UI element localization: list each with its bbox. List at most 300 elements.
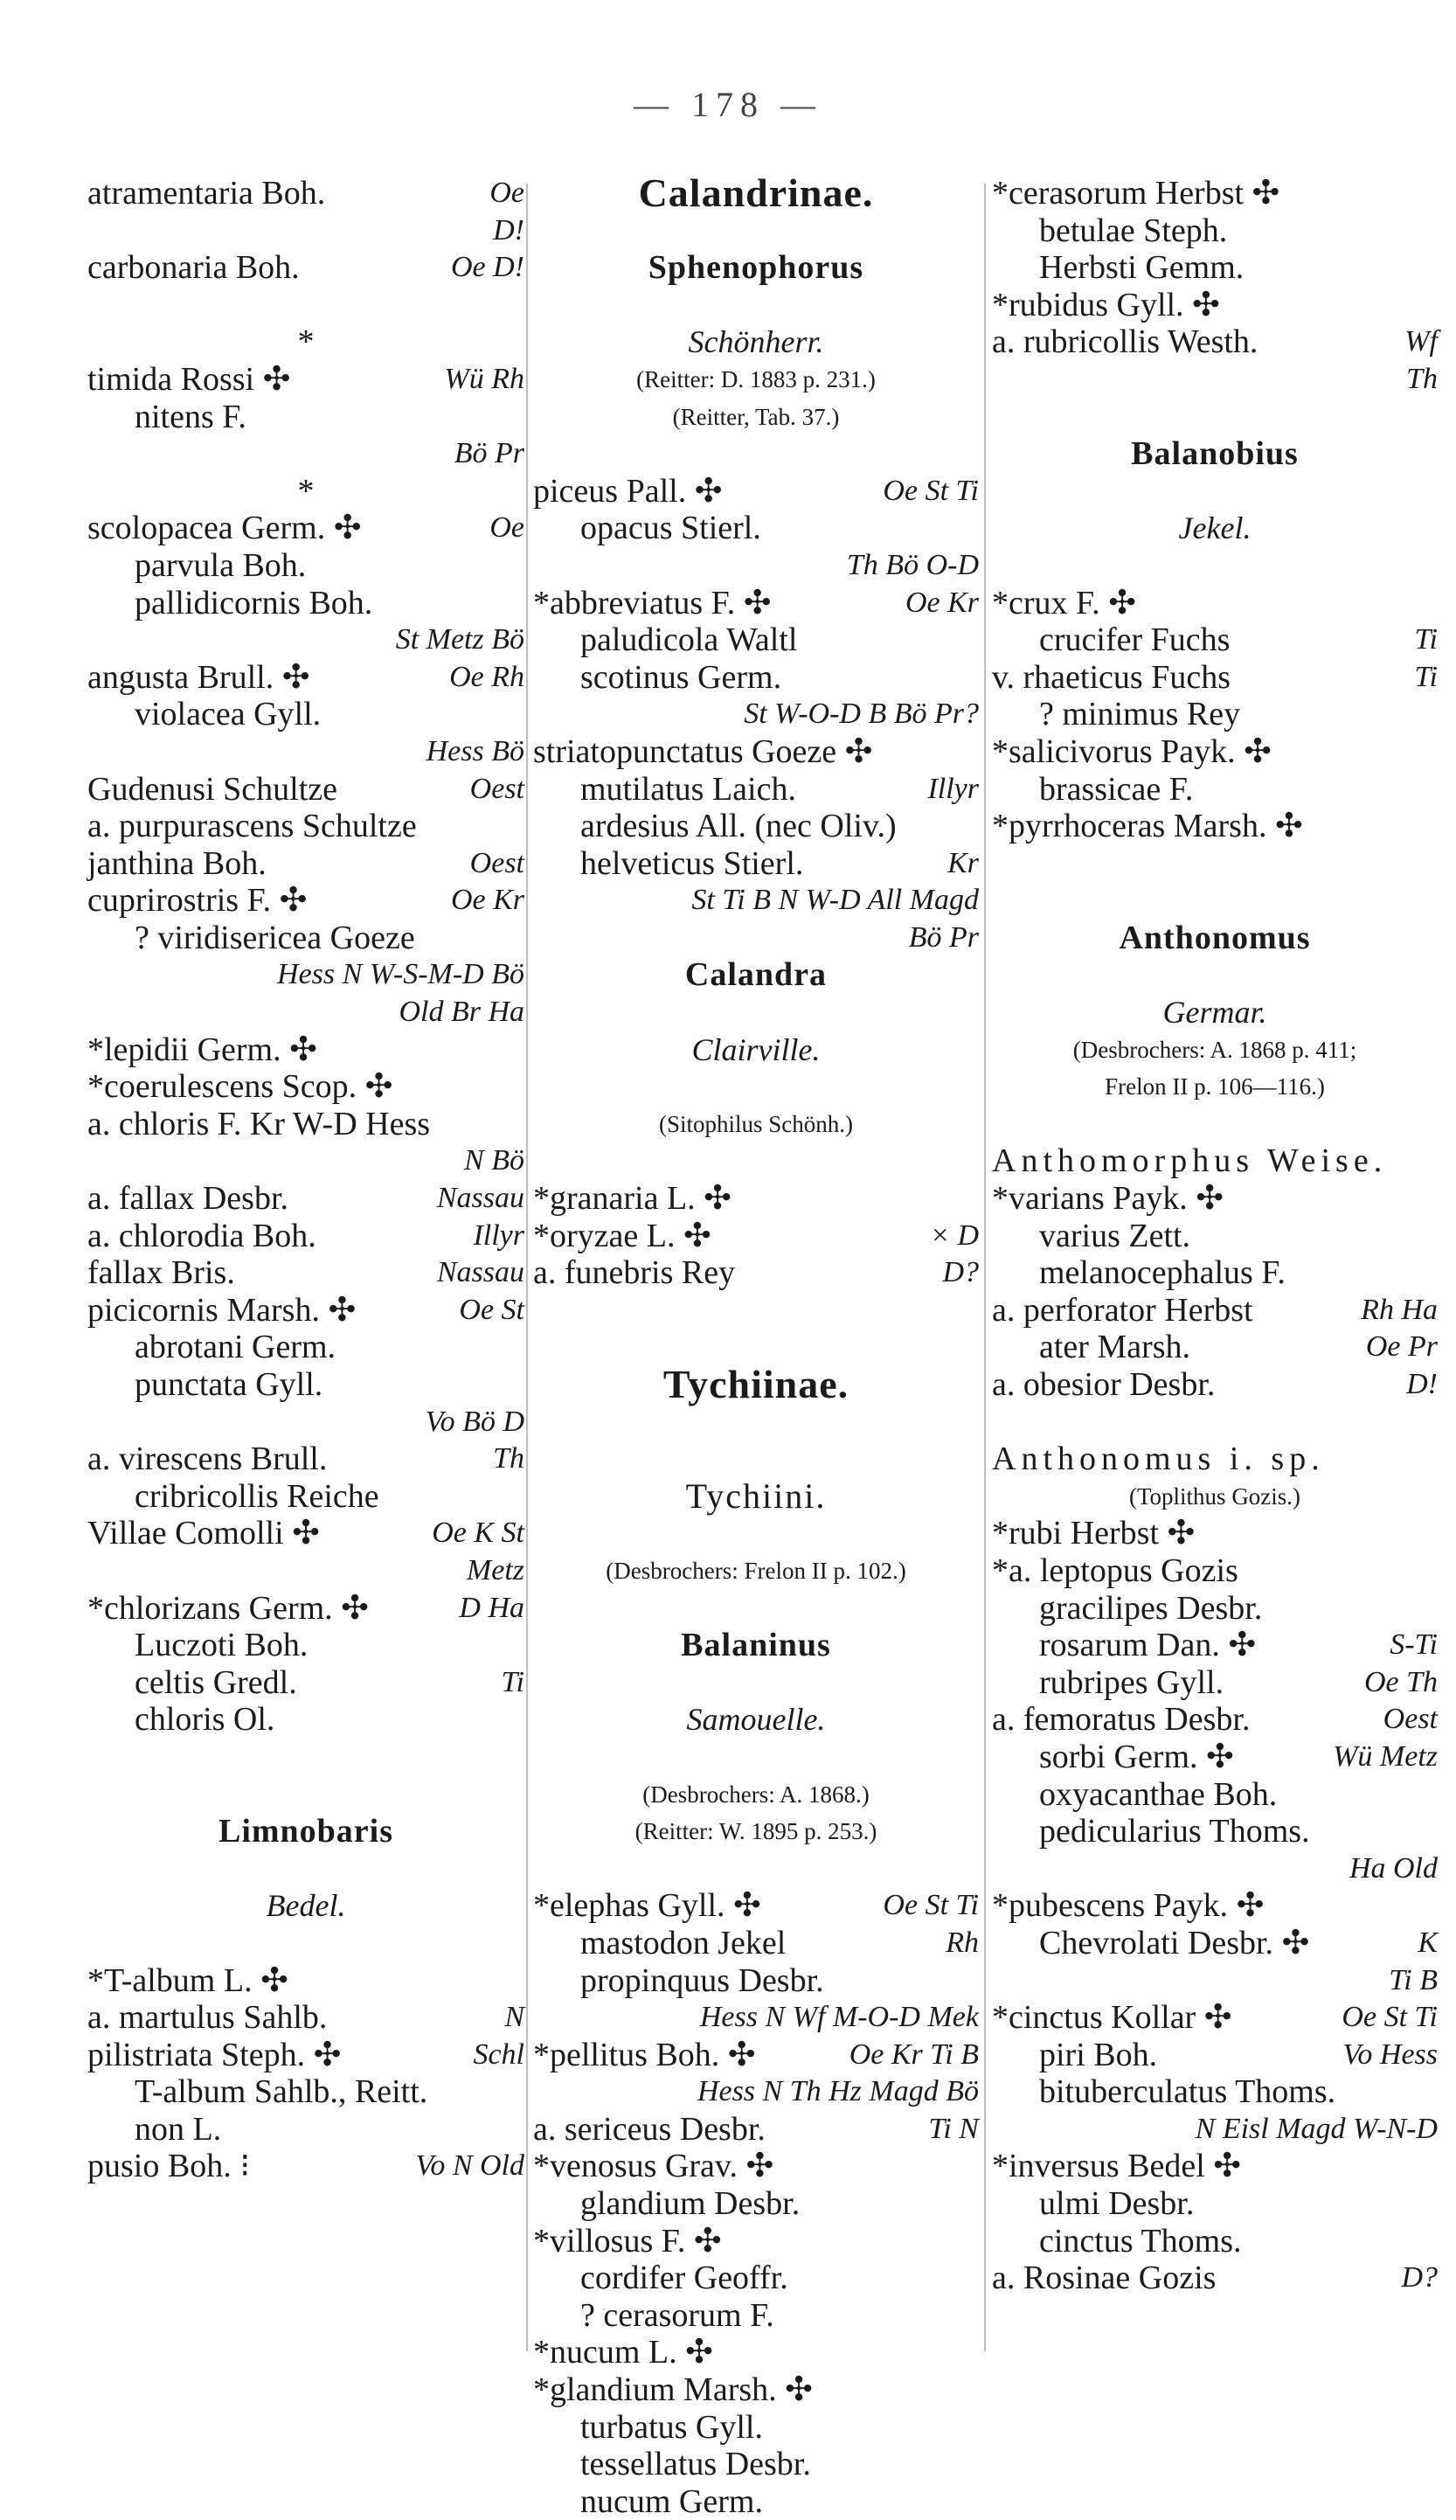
entry-line <box>533 547 979 585</box>
entry-line <box>87 1329 524 1366</box>
heading-line <box>533 1627 979 1664</box>
heading-line <box>992 1142 1438 1180</box>
entry-line <box>992 323 1438 361</box>
entry-text: a. sericeus Desbr. <box>533 2110 766 2148</box>
entry-line <box>992 1627 1438 1664</box>
entry-text: Bö Pr <box>908 920 979 954</box>
entry-line <box>87 585 524 622</box>
heading-line <box>992 1068 1438 1106</box>
heading-line <box>533 323 979 361</box>
entry-line <box>533 2185 979 2223</box>
entry-text: *cerasorum Herbst ✣ <box>992 175 1280 212</box>
entry-line <box>992 287 1438 324</box>
heading-line <box>533 1475 979 1516</box>
distribution-note: Oe St Ti <box>883 1889 979 1922</box>
entry-text: fallax Bris. <box>87 1254 235 1292</box>
entry-line <box>992 1366 1438 1404</box>
distribution-note: Oe K St <box>432 1517 524 1550</box>
distribution-note: Vo Hess <box>1342 2038 1438 2071</box>
entry-line <box>87 845 524 883</box>
entry-line <box>533 2111 979 2149</box>
entry-text: a. perforator Herbst <box>992 1291 1253 1329</box>
entry-text: betulae Steph. <box>1039 212 1228 249</box>
entry-text: a. chloris F. Kr W-D Hess <box>87 1105 431 1142</box>
entry-text: Ha Old <box>1349 1851 1438 1885</box>
entry-text: a. obesior Desbr. <box>992 1366 1216 1403</box>
entry-text: (Desbrochers: A. 1868.) <box>642 1781 870 1808</box>
entry-line <box>87 1627 524 1664</box>
entry-text: * <box>297 323 315 361</box>
entry-line <box>87 1404 524 1441</box>
entry-line <box>533 733 979 771</box>
entry-text: Balaninus <box>681 1627 831 1664</box>
entry-text: striatopunctatus Goeze ✣ <box>533 732 873 770</box>
entry-text: pilistriata Steph. ✣ <box>87 2036 342 2073</box>
heading-line <box>533 399 979 436</box>
entry-line <box>87 1664 524 1702</box>
entry-text: gracilipes Desbr. <box>1039 1589 1263 1627</box>
heading-line <box>533 361 979 399</box>
entry-line <box>87 1999 524 2037</box>
column-rule-right <box>984 184 986 2351</box>
entry-text: Samouelle. <box>686 1702 826 1738</box>
entry-text: *glandium Marsh. ✣ <box>533 2371 813 2409</box>
page-number: — 178 — <box>634 85 822 124</box>
entry-text: Anthonomus i. sp. <box>992 1440 1325 1478</box>
heading-line <box>533 1813 979 1850</box>
entry-text: ? minimus Rey <box>1039 696 1241 733</box>
blank-line <box>992 956 1438 994</box>
entry-text: paludicola Waltl <box>580 621 798 659</box>
entry-line <box>992 1292 1438 1329</box>
heading-line <box>87 1813 524 1850</box>
distribution-note: Oest <box>1383 1703 1438 1736</box>
blank-line <box>533 1068 979 1106</box>
blank-line <box>87 1776 524 1814</box>
entry-text: *abbreviatus F. ✣ <box>533 584 772 621</box>
entry-text: T-album Sahlb., Reitt. <box>135 2073 428 2111</box>
entry-line <box>533 845 979 883</box>
heading-line <box>533 1776 979 1814</box>
entry-line <box>533 2334 979 2371</box>
entry-text: *rubidus Gyll. ✣ <box>992 286 1220 323</box>
entry-line <box>992 1999 1438 2037</box>
entry-line <box>533 2483 979 2520</box>
distribution-note: Kr <box>947 846 979 879</box>
entry-line <box>992 1254 1438 1292</box>
entry-text: carbonaria Boh. <box>87 249 300 287</box>
entry-line <box>992 1552 1438 1590</box>
entry-line <box>87 1515 524 1552</box>
heading-line <box>992 994 1438 1031</box>
blank-line <box>87 287 524 324</box>
entry-text: Vo Bö D <box>425 1405 524 1438</box>
entry-line <box>992 771 1438 809</box>
entry-text: N Eisl Magd W-N-D <box>1195 2112 1438 2145</box>
distribution-note: Illyr <box>927 772 979 805</box>
distribution-note: Oe Th <box>1363 1665 1438 1698</box>
entry-text: (Reitter: D. 1883 p. 231.) <box>636 365 876 392</box>
entry-text: oxyacanthae Boh. <box>1039 1775 1278 1813</box>
entry-text: (Reitter, Tab. 37.) <box>672 403 840 430</box>
entry-text: pallidicornis Boh. <box>135 584 373 621</box>
distribution-note: Ti <box>1414 660 1438 693</box>
entry-text: celtis Gredl. <box>135 1663 297 1701</box>
entry-line <box>992 1180 1438 1218</box>
entry-line <box>992 1701 1438 1739</box>
entry-line <box>87 249 524 287</box>
entry-line <box>87 1440 524 1478</box>
distribution-note: Oe Kr <box>450 884 524 917</box>
entry-text: *venosus Grav. ✣ <box>533 2148 774 2185</box>
entry-line <box>87 733 524 771</box>
entry-line <box>992 1590 1438 1628</box>
entry-text: rubripes Gyll. <box>1039 1663 1224 1701</box>
entry-text: Clairville. <box>691 1031 821 1067</box>
entry-line <box>533 510 979 547</box>
entry-text: Hess Bö <box>426 734 524 767</box>
entry-line <box>87 1180 524 1218</box>
entry-text: punctata Gyll. <box>135 1366 323 1403</box>
column-left <box>87 175 524 2185</box>
entry-text: Chevrolati Desbr. ✣ <box>1039 1924 1310 1961</box>
distribution-note: Oest <box>469 772 524 805</box>
distribution-note: K <box>1418 1926 1438 1959</box>
entry-text: opacus Stierl. <box>580 510 761 547</box>
entry-text: *elephas Gyll. ✣ <box>533 1887 761 1925</box>
entry-text: tessellatus Desbr. <box>580 2446 811 2483</box>
entry-text: a. fallax Desbr. <box>87 1180 289 1218</box>
entry-text: Germar. <box>1162 995 1267 1031</box>
distribution-note: Nassau <box>436 1256 524 1289</box>
entry-text: Schönherr. <box>688 324 824 360</box>
entry-text: Frelon II p. 106—116.) <box>1105 1073 1325 1100</box>
blank-line <box>533 1329 979 1366</box>
entry-text: Balanobius <box>1131 435 1299 473</box>
entry-text: Ti B <box>1389 1963 1438 1996</box>
entry-text: N Bö <box>464 1144 524 1177</box>
column-right <box>992 175 1438 2297</box>
entry-line <box>992 1925 1438 1962</box>
entry-text: crucifer Fuchs <box>1039 621 1231 659</box>
entry-text: piceus Pall. ✣ <box>533 472 723 510</box>
entry-line <box>533 2446 979 2483</box>
entry-text: *coerulescens Scop. ✣ <box>87 1068 393 1106</box>
entry-line <box>87 1142 524 1180</box>
entry-text: *pubescens Payk. ✣ <box>992 1887 1265 1925</box>
entry-text: pusio Boh. ⁝ <box>87 2148 251 2185</box>
entry-text: (Desbrochers: Frelon II p. 102.) <box>606 1557 906 1584</box>
entry-line <box>992 1850 1438 1888</box>
entry-line <box>533 2223 979 2260</box>
blank-line <box>533 1850 979 1888</box>
entry-line <box>992 1962 1438 2000</box>
entry-line <box>533 2073 979 2111</box>
entry-text: a. purpurascens Schultze <box>87 808 417 845</box>
heading-line <box>992 1440 1438 1478</box>
entry-text: ulmi Desbr. <box>1039 2185 1195 2223</box>
entry-text: ? viridisericea Goeze <box>135 919 415 956</box>
entry-text: *lepidii Germ. ✣ <box>87 1031 317 1068</box>
entry-line <box>87 1478 524 1516</box>
entry-text: non L. <box>135 2110 222 2148</box>
entry-text: sorbi Germ. ✣ <box>1039 1738 1234 1775</box>
entry-text: Anthomorphus Weise. <box>992 1142 1388 1180</box>
entry-line <box>533 2148 979 2185</box>
entry-text: (Toplithus Gozis.) <box>1128 1482 1301 1510</box>
entry-line <box>992 1887 1438 1925</box>
entry-text: bituberculatus Thoms. <box>1039 2073 1336 2111</box>
blank-line <box>992 399 1438 436</box>
entry-line <box>533 1925 979 1962</box>
entry-text: *T-album L. ✣ <box>87 1961 288 1999</box>
entry-line <box>87 435 524 473</box>
entry-text: *nucum L. ✣ <box>533 2334 713 2371</box>
distribution-note: S-Ti <box>1390 1628 1438 1662</box>
entry-text: timida Rossi ✣ <box>87 360 291 398</box>
entry-text: a. chlorodia Boh. <box>87 1217 316 1254</box>
entry-line <box>992 1218 1438 1255</box>
entry-line <box>992 585 1438 622</box>
entry-line <box>533 2371 979 2409</box>
entry-text: chloris Ol. <box>135 1701 275 1739</box>
entry-text: *pyrrhoceras Marsh. ✣ <box>992 808 1303 845</box>
entry-line <box>533 473 979 510</box>
entry-text: a. funebris Rey <box>533 1254 736 1292</box>
entry-line <box>533 771 979 809</box>
entry-line <box>533 1180 979 1218</box>
entry-line <box>87 1962 524 2000</box>
entry-line <box>992 361 1438 399</box>
entry-text: piri Boh. <box>1039 2036 1158 2073</box>
entry-line <box>992 2073 1438 2111</box>
entry-text: Herbsti Gemm. <box>1039 249 1245 287</box>
entry-line <box>992 2148 1438 2185</box>
entry-text: a. Rosinae Gozis <box>992 2260 1217 2297</box>
entry-text: Hess N Th Hz Magd Bö <box>697 2075 979 2108</box>
entry-text: Th Bö O-D <box>846 548 979 581</box>
entry-line <box>992 1776 1438 1814</box>
distribution-note: Oe <box>489 511 524 545</box>
heading-line <box>533 1701 979 1739</box>
entry-line <box>87 1254 524 1292</box>
distribution-note: Oe Kr Ti B <box>849 2038 979 2071</box>
column-middle <box>533 170 979 2520</box>
entry-line <box>87 399 524 436</box>
entry-line <box>533 1962 979 2000</box>
entry-text: Jekel. <box>1178 510 1251 546</box>
entry-line <box>533 659 979 697</box>
heading-line <box>533 1031 979 1069</box>
entry-line <box>87 2111 524 2149</box>
entry-text: v. rhaeticus Fuchs <box>992 658 1231 696</box>
entry-line <box>87 1366 524 1404</box>
entry-text: melanocephalus F. <box>1039 1254 1286 1292</box>
entry-text: parvula Boh. <box>135 546 307 584</box>
entry-text: Limnobaris <box>218 1813 394 1850</box>
entry-text: ? cerasorum F. <box>580 2296 774 2334</box>
entry-line <box>87 659 524 697</box>
blank-line <box>533 212 979 250</box>
distribution-note: Oe D! <box>450 251 524 284</box>
heading-line <box>533 956 979 994</box>
entry-line <box>533 920 979 957</box>
blank-line <box>87 1925 524 1962</box>
entry-text: Bedel. <box>266 1888 346 1924</box>
distribution-note: Wü Rh <box>444 362 524 395</box>
blank-line <box>533 1440 979 1478</box>
entry-line <box>87 2037 524 2074</box>
entry-line <box>87 323 524 361</box>
entry-line <box>533 585 979 622</box>
entry-text: angusta Brull. ✣ <box>87 658 310 696</box>
blank-line <box>533 994 979 1031</box>
distribution-note: Oe Pr <box>1365 1330 1438 1364</box>
entry-line <box>533 2409 979 2447</box>
blank-line <box>533 1404 979 1441</box>
entry-line <box>992 212 1438 250</box>
distribution-note: Vo N Old <box>415 2149 524 2183</box>
entry-line <box>87 808 524 845</box>
entry-line <box>87 1068 524 1106</box>
entry-text: *cinctus Kollar ✣ <box>992 1999 1232 2037</box>
entry-text: nucum Germ. <box>580 2482 763 2520</box>
entry-text: ardesius All. (nec Oliv.) <box>580 808 897 845</box>
entry-line <box>87 771 524 809</box>
entry-line <box>992 2111 1438 2149</box>
entry-text: *granaria L. ✣ <box>533 1180 732 1218</box>
entry-text: Calandra <box>684 956 828 994</box>
distribution-note: Illyr <box>473 1218 524 1252</box>
entry-line <box>87 2148 524 2185</box>
entry-line <box>533 882 979 920</box>
distribution-note: Oe St <box>459 1293 524 1326</box>
distribution-note: N <box>504 2001 524 2034</box>
entry-line <box>992 1813 1438 1850</box>
distribution-note: Rh Ha <box>1361 1293 1438 1326</box>
entry-text: Luczoti Boh. <box>135 1627 309 1664</box>
heading-line <box>533 249 979 287</box>
entry-line <box>87 510 524 547</box>
entry-text: Anthonomus <box>1119 919 1311 956</box>
heading-line <box>992 920 1438 957</box>
entry-text: scotinus Germ. <box>580 658 782 696</box>
entry-line <box>87 1031 524 1069</box>
entry-line <box>533 1254 979 1292</box>
heading-line <box>533 1106 979 1143</box>
entry-line <box>87 1701 524 1739</box>
distribution-note: Schl <box>473 2038 524 2071</box>
entry-text: *rubi Herbst ✣ <box>992 1515 1196 1552</box>
entry-text: (Desbrochers: A. 1868 p. 411; <box>1072 1036 1357 1063</box>
entry-text: atramentaria Boh. <box>87 175 326 212</box>
blank-line <box>533 1590 979 1628</box>
blank-line <box>992 845 1438 883</box>
entry-line <box>87 920 524 957</box>
entry-text: janthina Boh. <box>87 844 267 882</box>
entry-text: *salicivorus Payk. ✣ <box>992 732 1272 770</box>
entry-line <box>992 2037 1438 2074</box>
entry-text: cribricollis Reiche <box>135 1477 379 1515</box>
distribution-note: D? <box>942 1256 979 1289</box>
blank-line <box>533 1739 979 1776</box>
entry-text: Bö Pr <box>454 437 524 470</box>
distribution-note: Ti <box>1414 623 1438 656</box>
entry-line <box>87 361 524 399</box>
entry-line <box>533 2297 979 2335</box>
entry-line <box>87 1292 524 1329</box>
distribution-note: Ti <box>501 1665 524 1698</box>
entry-line <box>992 733 1438 771</box>
entry-line <box>992 175 1438 212</box>
heading-line <box>992 1478 1438 1516</box>
distribution-note: Oest <box>469 846 524 879</box>
entry-text: brassicae F. <box>1039 770 1194 808</box>
distribution-note: Th <box>493 1442 524 1475</box>
entry-line <box>87 1106 524 1143</box>
entry-line <box>992 1329 1438 1366</box>
entry-text: Old Br Ha <box>399 996 524 1029</box>
distribution-note: Oe St Ti <box>883 474 979 507</box>
blank-line <box>533 435 979 473</box>
entry-text: Metz <box>466 1553 524 1586</box>
entry-text: *crux F. ✣ <box>992 584 1136 621</box>
entry-text: *varians Payk. ✣ <box>992 1180 1224 1218</box>
distribution-note: Oe St Ti <box>1342 2001 1438 2034</box>
entry-text: a. rubricollis Westh. <box>992 323 1258 361</box>
blank-line <box>992 1404 1438 1441</box>
entry-line <box>87 882 524 920</box>
blank-line <box>87 1850 524 1888</box>
distribution-note: Oe Rh <box>449 660 524 693</box>
entry-text: cuprirostris F. ✣ <box>87 882 308 920</box>
blank-line <box>992 882 1438 920</box>
entry-text: *chlorizans Germ. ✣ <box>87 1589 370 1627</box>
distribution-note: Ti N <box>928 2112 979 2145</box>
entry-line <box>87 956 524 994</box>
blank-line <box>533 1515 979 1552</box>
entry-text: St Ti B N W-D All Magd <box>691 884 979 917</box>
entry-line <box>992 2185 1438 2223</box>
distribution-note: D? <box>1401 2261 1438 2294</box>
blank-line <box>992 1106 1438 1143</box>
heading-line <box>533 1552 979 1590</box>
entry-line <box>992 696 1438 733</box>
entry-text: Gudenusi Schultze <box>87 770 338 808</box>
blank-line <box>533 1664 979 1702</box>
entry-text: Hess N Wf M-O-D Mek <box>699 2001 979 2034</box>
entry-text: Villae Comolli ✣ <box>87 1515 320 1552</box>
heading-line <box>992 510 1438 547</box>
distribution-note: Oe <box>489 177 524 209</box>
entry-line <box>533 808 979 845</box>
entry-line <box>533 1999 979 2037</box>
entry-line <box>533 1218 979 1255</box>
entry-text: a. femoratus Desbr. <box>992 1701 1251 1739</box>
entry-text: varius Zett. <box>1039 1217 1191 1254</box>
entry-line <box>533 2037 979 2074</box>
entry-text: Th <box>1406 362 1438 395</box>
entry-line <box>533 696 979 733</box>
entry-text: mastodon Jekel <box>580 1924 787 1961</box>
heading-line <box>992 1031 1438 1069</box>
entry-line <box>992 2260 1438 2297</box>
entry-text: (Sitophilus Schönh.) <box>658 1110 853 1137</box>
entry-line <box>533 2260 979 2297</box>
entry-text: Tychiinae. <box>662 1362 849 1406</box>
entry-line <box>87 2073 524 2111</box>
entry-text: propinquus Desbr. <box>580 1961 824 1999</box>
